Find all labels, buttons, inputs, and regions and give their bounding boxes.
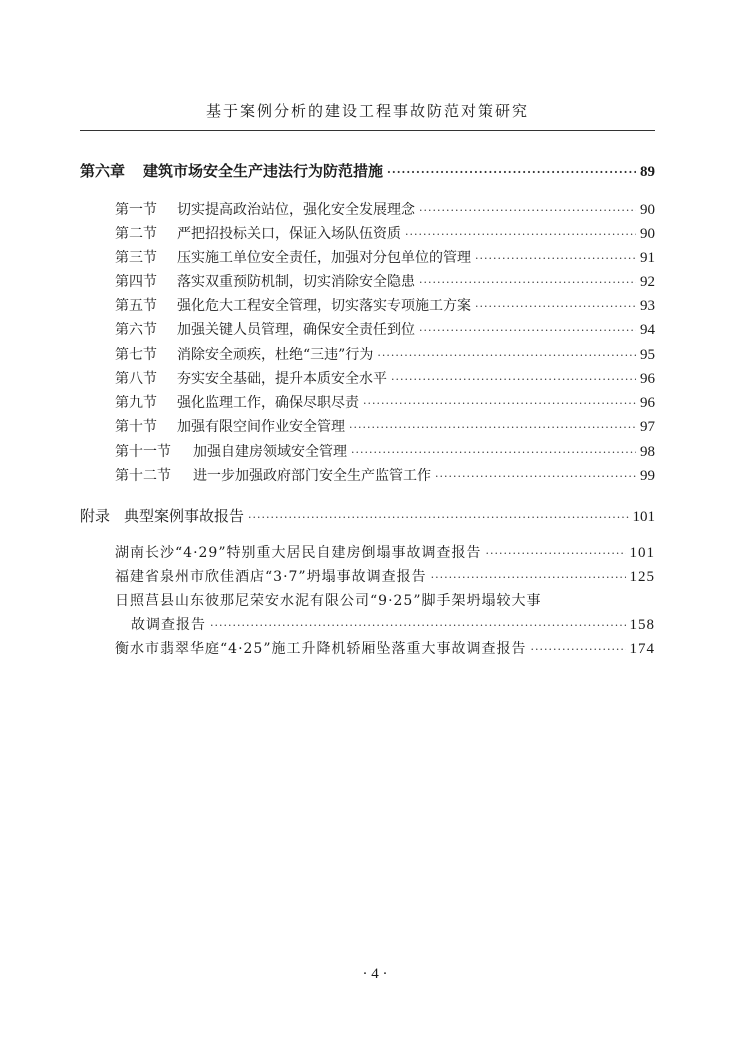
section-title: 加强有限空间作业安全管理 — [177, 419, 345, 435]
report-page: 101 — [629, 545, 655, 561]
section-title: 夯实安全基础，提升本质安全水平 — [177, 371, 387, 387]
leader-dots — [351, 446, 636, 459]
section-title: 落实双重预防机制，切实消除安全隐患 — [177, 274, 415, 290]
report-page: 174 — [629, 641, 655, 657]
section-number: 第十一节 — [115, 444, 171, 460]
toc-section[interactable] — [115, 368, 655, 388]
toc-section[interactable] — [115, 223, 655, 243]
toc-report[interactable] — [115, 566, 655, 586]
toc-section[interactable] — [115, 247, 655, 267]
appendix-title: 典型案例事故报告 — [124, 507, 245, 525]
section-title: 加强自建房领域安全管理 — [193, 444, 347, 460]
report-page: 158 — [629, 617, 655, 633]
section-page: 92 — [640, 274, 655, 290]
toc-section[interactable] — [115, 441, 655, 461]
report-title: 衡水市翡翠华庭“4·25”施工升降机轿厢坠落重大事故调查报告 — [115, 641, 527, 657]
toc-section[interactable] — [115, 344, 655, 364]
section-page: 98 — [640, 444, 655, 460]
leader-dots — [419, 324, 636, 337]
section-title: 压实施工单位安全责任，加强对分包单位的管理 — [177, 250, 471, 266]
leader-dots — [349, 421, 636, 434]
section-page: 93 — [640, 298, 655, 314]
chapter-number: 第六章 — [80, 162, 126, 180]
leader-dots — [248, 511, 628, 524]
appendix-page: 101 — [632, 509, 655, 525]
report-title-line1[interactable]: 日照莒县山东彼那尼荣安水泥有限公司“9·25”脚手架坍塌较大事 — [115, 593, 542, 609]
toc-section[interactable] — [115, 199, 655, 219]
section-number: 第八节 — [115, 371, 157, 387]
section-title: 强化监理工作，确保尽职尽责 — [177, 395, 359, 411]
report-title-line2: 故调查报告 — [131, 617, 206, 633]
toc-section[interactable] — [115, 271, 655, 291]
leader-dots — [363, 397, 636, 410]
report-title: 福建省泉州市欣佳酒店“3·7”坍塌事故调查报告 — [115, 569, 427, 585]
page-number: · 4 · — [362, 966, 388, 982]
section-title: 加强关键人员管理，确保安全责任到位 — [177, 322, 415, 338]
section-page: 96 — [640, 371, 655, 387]
header-rule — [80, 130, 655, 131]
toc-report[interactable] — [131, 614, 655, 634]
section-title: 强化危大工程安全管理，切实落实专项施工方案 — [177, 298, 471, 314]
leader-dots — [210, 619, 626, 632]
section-page: 95 — [640, 347, 655, 363]
leader-dots — [405, 228, 636, 241]
toc-section[interactable] — [115, 416, 655, 436]
leader-dots — [419, 276, 636, 289]
leader-dots — [486, 547, 626, 560]
leader-dots — [391, 373, 636, 386]
chapter-title: 建筑市场安全生产违法行为防范措施 — [143, 162, 384, 180]
section-page: 99 — [640, 468, 655, 484]
running-header: 基于案例分析的建设工程事故防范对策研究 — [205, 102, 529, 120]
appendix-number: 附录 — [80, 507, 111, 525]
chapter-page: 89 — [640, 164, 655, 180]
report-title: 湖南长沙“4·29”特别重大居民自建房倒塌事故调查报告 — [115, 545, 482, 561]
section-page: 96 — [640, 395, 655, 411]
toc-report[interactable] — [115, 638, 655, 658]
leader-dots — [531, 643, 626, 656]
section-page: 94 — [640, 322, 655, 338]
section-number: 第十二节 — [115, 468, 171, 484]
section-page: 91 — [640, 250, 655, 266]
toc-section[interactable] — [115, 465, 655, 485]
section-number: 第二节 — [115, 226, 157, 242]
chapter-label — [80, 160, 383, 181]
toc-report[interactable] — [115, 542, 655, 562]
section-title: 严把招投标关口，保证入场队伍资质 — [177, 226, 401, 242]
toc-appendix[interactable] — [80, 505, 655, 526]
toc-section[interactable] — [115, 319, 655, 339]
leader-dots — [475, 252, 636, 265]
leader-dots — [435, 470, 636, 483]
section-number: 第七节 — [115, 347, 157, 363]
toc-section[interactable] — [115, 392, 655, 412]
section-page: 90 — [640, 202, 655, 218]
section-number: 第三节 — [115, 250, 157, 266]
leader-dots — [431, 571, 626, 584]
leader-dots — [377, 349, 636, 362]
section-page: 97 — [640, 419, 655, 435]
toc-chapter[interactable] — [80, 160, 655, 181]
section-page: 90 — [640, 226, 655, 242]
toc-section[interactable] — [115, 295, 655, 315]
section-title: 进一步加强政府部门安全生产监管工作 — [193, 468, 431, 484]
leader-dots — [387, 166, 636, 179]
section-number: 第一节 — [115, 202, 157, 218]
section-number: 第四节 — [115, 274, 157, 290]
section-number: 第六节 — [115, 322, 157, 338]
leader-dots — [475, 300, 636, 313]
section-number: 第十节 — [115, 419, 157, 435]
section-title: 切实提高政治站位，强化安全发展理念 — [177, 202, 415, 218]
section-title: 消除安全顽疾，杜绝“三违”行为 — [177, 347, 374, 363]
section-number: 第五节 — [115, 298, 157, 314]
section-number: 第九节 — [115, 395, 157, 411]
report-page: 125 — [629, 569, 655, 585]
leader-dots — [419, 204, 636, 217]
